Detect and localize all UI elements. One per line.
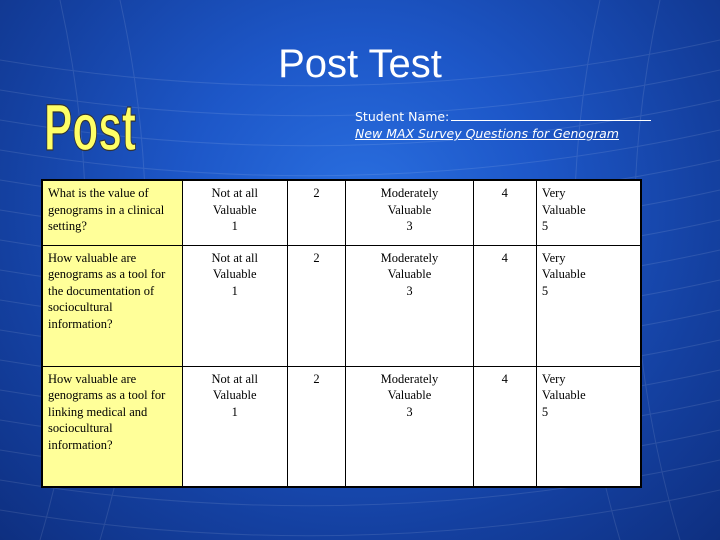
- question-cell: How valuable are genograms as a tool for the documentation of sociocultural information?: [42, 245, 182, 366]
- rating-value: 5: [541, 283, 549, 298]
- rating-label: Valuable: [541, 202, 586, 217]
- rating-cell-5: [536, 245, 641, 366]
- student-info: [355, 108, 651, 142]
- question-cell: How valuable are genograms as a tool for linking medical and sociocultural information?: [42, 366, 182, 487]
- table-row: [42, 245, 641, 366]
- rating-label: Valuable: [387, 202, 432, 217]
- rating-cell-4: 4: [473, 245, 536, 366]
- rating-label: Valuable: [212, 388, 257, 402]
- rating-value: 1: [231, 283, 238, 298]
- rating-cell-2: 2: [287, 180, 346, 245]
- rating-value: 3: [406, 219, 413, 233]
- rating-label: Moderately: [380, 250, 439, 265]
- rating-cell-5: [536, 180, 641, 245]
- rating-label: Moderately: [380, 371, 439, 386]
- rating-label: Valuable: [541, 267, 586, 281]
- rating-label: Moderately: [380, 186, 439, 200]
- rating-label: Valuable: [212, 202, 257, 217]
- rating-cell-3: [346, 245, 473, 366]
- rating-label: Valuable: [387, 388, 432, 402]
- post-logo: [42, 88, 142, 164]
- rating-value: 3: [406, 283, 413, 298]
- page-title: Post Test: [278, 42, 442, 86]
- rating-label: Not at all: [211, 371, 258, 386]
- table-row: [42, 366, 641, 487]
- rating-cell-3: [346, 366, 473, 487]
- student-name-row: [355, 108, 651, 125]
- rating-cell-4: 4: [473, 366, 536, 487]
- rating-value: 5: [541, 219, 549, 233]
- rating-value: 1: [231, 404, 238, 419]
- rating-cell-4: 4: [473, 180, 536, 245]
- rating-value: 1: [231, 219, 238, 233]
- rating-label: Not at all: [211, 186, 258, 200]
- rating-label: Very: [541, 186, 566, 200]
- rating-value: 3: [406, 404, 413, 419]
- survey-table: [41, 179, 642, 488]
- rating-cell-1: [182, 245, 287, 366]
- rating-cell-3: [346, 180, 473, 245]
- student-name-blank: [451, 109, 651, 121]
- logo-text: Post: [44, 90, 137, 164]
- rating-label: Valuable: [541, 388, 586, 402]
- student-name-label: Student Name:: [355, 109, 450, 124]
- rating-label: Valuable: [387, 267, 432, 281]
- rating-label: Valuable: [212, 267, 257, 281]
- rating-value: 5: [541, 404, 549, 419]
- rating-label: Not at all: [211, 250, 258, 265]
- rating-label: Very: [541, 250, 566, 265]
- rating-cell-5: [536, 366, 641, 487]
- table-row: [42, 180, 641, 245]
- survey-subtitle: New MAX Survey Questions for Genogram: [355, 126, 619, 141]
- rating-cell-2: 2: [287, 366, 346, 487]
- question-cell: What is the value of genograms in a clinical setting?: [42, 180, 182, 245]
- rating-label: Very: [541, 371, 566, 386]
- rating-cell-2: 2: [287, 245, 346, 366]
- rating-cell-1: [182, 180, 287, 245]
- rating-cell-1: [182, 366, 287, 487]
